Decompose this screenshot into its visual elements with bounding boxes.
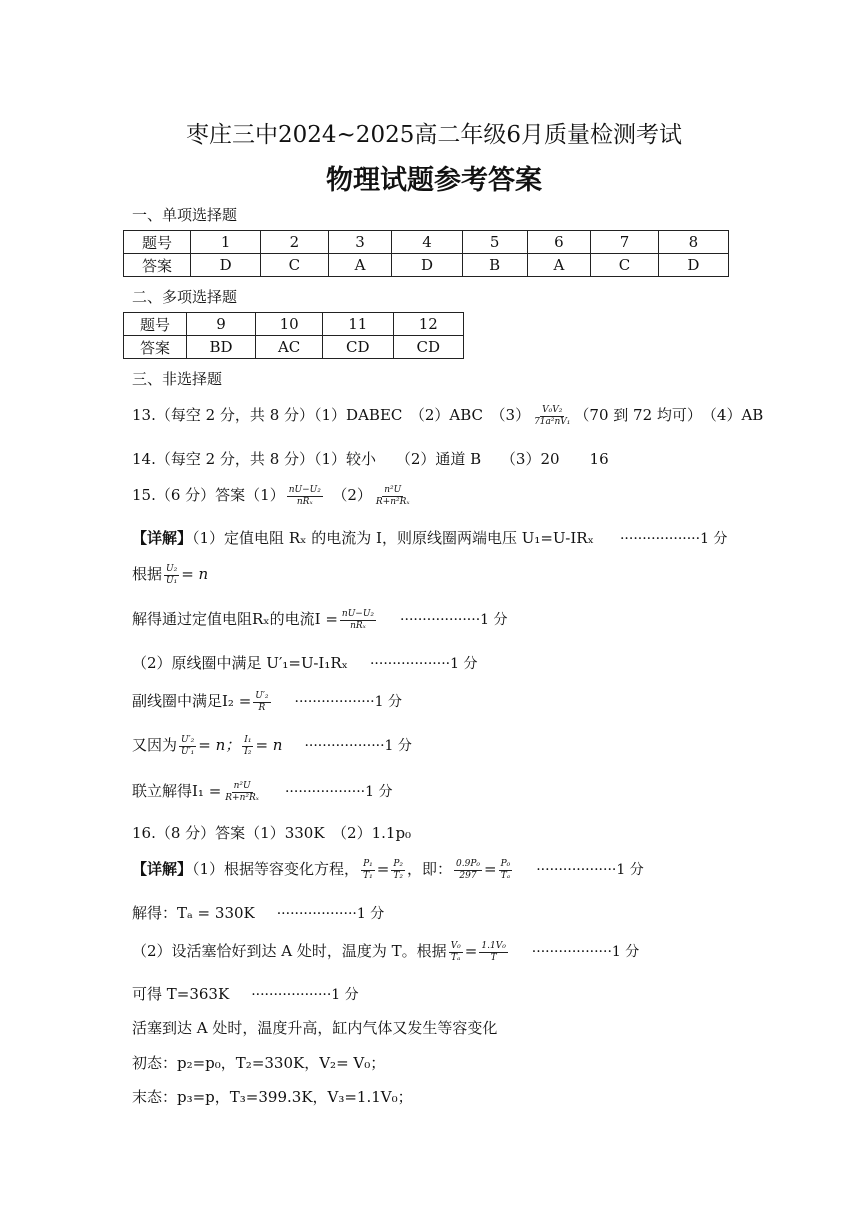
table-cell: 5	[462, 231, 527, 254]
point-mark: ··················1 分	[284, 784, 393, 800]
frac-numerator: nU−U₂	[341, 608, 375, 619]
frac-numerator: I₁	[244, 734, 252, 745]
step-text: 又因为	[132, 736, 178, 754]
frac-numerator: P₂	[393, 858, 403, 869]
q15-step6	[132, 734, 412, 758]
table-cell: 10	[256, 313, 323, 336]
table-cell: A	[328, 254, 392, 277]
table-cell: 6	[527, 231, 591, 254]
point-mark: ··················1 分	[276, 906, 385, 922]
step-text: ，即：	[406, 860, 452, 878]
table-cell: 4	[392, 231, 462, 254]
table-cell: 1	[191, 231, 261, 254]
frac-numerator: U′₂	[255, 690, 269, 701]
frac-numerator: V₀	[450, 940, 461, 951]
frac-numerator: 0.9P₀	[456, 858, 480, 869]
q15-mid: （2）	[324, 486, 372, 504]
table-cell: CD	[323, 336, 393, 359]
frac-denominator: nRₓ	[350, 620, 366, 631]
step-fraction	[242, 735, 253, 758]
step-text: 解得：Tₐ = 330K	[132, 904, 255, 922]
table-cell: 题号	[124, 231, 191, 254]
step-text: = n	[255, 736, 283, 754]
frac-denominator: I₂	[244, 746, 252, 757]
frac-numerator: nU−U₂	[288, 484, 321, 495]
exam-title: 枣庄三中2024~2025高二年级6月质量检测考试	[186, 122, 682, 148]
q16-line-a: 活塞到达 A 处时，温度升高，缸内气体又发生等容变化	[132, 1019, 498, 1037]
point-mark: ··················1 分	[251, 987, 359, 1003]
step-fraction	[223, 781, 261, 804]
q16-solve2	[132, 983, 359, 1004]
step-fraction	[391, 859, 405, 882]
step-fraction	[449, 941, 463, 964]
q15-answer1	[287, 485, 323, 508]
q15-step3	[132, 608, 508, 632]
frac-numerator: U₂	[166, 563, 178, 574]
point-mark: ··················1 分	[531, 944, 640, 960]
table-cell: C	[591, 254, 658, 277]
table-cell: 9	[187, 313, 256, 336]
table-row	[124, 313, 464, 336]
table-cell: 12	[393, 313, 463, 336]
table-cell: C	[261, 254, 328, 277]
q13-suffix: （70 到 72 均可） （4）AB	[574, 406, 764, 424]
q16-detail	[132, 858, 644, 882]
table-cell: 8	[658, 231, 728, 254]
section2-heading: 二、多项选择题	[132, 288, 238, 306]
frac-denominator: Tₐ	[451, 952, 461, 963]
step-text: （2）设活塞恰好到达 A 处时，温度为 T。根据	[132, 942, 447, 960]
q13-line	[132, 404, 763, 428]
table-cell: CD	[393, 336, 463, 359]
table-cell: B	[462, 254, 527, 277]
point-mark: ··················1 分	[304, 738, 412, 754]
q16-head: 16.（8 分）答案（1）330K （2）1.1p₀	[132, 824, 412, 842]
frac-denominator: U₁	[166, 575, 178, 586]
q16-solve1	[132, 902, 384, 923]
point-mark: ··················1 分	[619, 531, 728, 547]
single-choice-table	[123, 230, 729, 277]
q13-fraction	[532, 405, 572, 428]
frac-numerator: P₁	[363, 858, 373, 869]
q15-line	[132, 484, 414, 508]
frac-denominator: T₁	[363, 870, 373, 881]
q15-step2	[132, 563, 208, 587]
table-cell: A	[527, 254, 591, 277]
table-cell: 2	[261, 231, 328, 254]
step-text: 联立解得I₁ =	[132, 782, 222, 800]
q15-step7	[132, 780, 392, 804]
frac-denominator: R	[258, 702, 266, 713]
q15-prefix: 15.（6 分）答案（1）	[132, 486, 285, 504]
frac-denominator: T₂	[393, 870, 403, 881]
step-fraction	[499, 859, 513, 882]
frac-numerator: n²U	[384, 484, 402, 495]
table-cell: 11	[323, 313, 393, 336]
table-cell: D	[658, 254, 728, 277]
detail-label: 【详解】	[132, 529, 193, 547]
step-text: 根据	[132, 565, 163, 583]
step-text: 解得通过定值电阻Rₓ的电流I =	[132, 610, 338, 628]
frac-denominator: 297	[459, 870, 477, 881]
table-cell: D	[392, 254, 462, 277]
step-text: =	[376, 860, 390, 878]
detail-text: （1）定值电阻 Rₓ 的电流为 I，则原线圈两端电压 U₁=U-IRₓ	[192, 529, 594, 547]
frac-numerator: V₀V₂	[542, 404, 563, 415]
exam-subtitle: 物理试题参考答案	[326, 165, 542, 196]
step-fraction	[361, 859, 375, 882]
q16-line-c: 末态：p₃=p，T₃=399.3K，V₃=1.1V₀；	[132, 1088, 413, 1106]
step-text: =	[483, 860, 497, 878]
table-cell: AC	[256, 336, 323, 359]
section1-heading: 一、单项选择题	[132, 206, 238, 224]
q16-part2	[132, 940, 639, 964]
step-fraction	[454, 859, 482, 882]
table-cell: 答案	[124, 254, 191, 277]
frac-denominator: nRₓ	[296, 496, 313, 507]
point-mark: ··················1 分	[400, 612, 508, 628]
frac-denominator: R+n²Rₓ	[375, 496, 410, 507]
table-cell: 答案	[124, 336, 187, 359]
q13-prefix: 13.（每空 2 分，共 8 分）（1）DABEC （2）ABC （3）	[132, 406, 531, 424]
table-cell: 7	[591, 231, 658, 254]
step-text: 副线圈中满足I₂ =	[132, 692, 252, 710]
step-fraction	[340, 609, 376, 632]
multi-choice-table	[123, 312, 464, 359]
q14-line: 14.（每空 2 分，共 8 分）（1）较小 （2）通道 B （3）20 16	[132, 450, 609, 468]
point-mark: ··················1 分	[294, 694, 402, 710]
frac-numerator: P₀	[500, 858, 511, 869]
step-text: =	[464, 942, 478, 960]
frac-denominator: T	[490, 952, 497, 963]
q15-step4	[132, 652, 477, 673]
step-text: = n	[181, 565, 209, 583]
frac-numerator: n²U	[233, 780, 251, 791]
step-fraction	[479, 941, 507, 964]
table-row	[124, 231, 729, 254]
step-fraction	[179, 735, 196, 758]
section3-heading: 三、非选择题	[132, 370, 223, 388]
table-cell: D	[191, 254, 261, 277]
q15-step5	[132, 690, 402, 714]
table-row	[124, 254, 729, 277]
q15-detail1	[132, 527, 727, 548]
table-cell: 3	[328, 231, 392, 254]
point-mark: ··················1 分	[536, 862, 644, 878]
step-text: 可得 T=363K	[132, 985, 230, 1003]
frac-denominator: R+n²Rₓ	[225, 792, 259, 803]
point-mark: ··················1 分	[369, 656, 478, 672]
step-text: = n；	[198, 736, 241, 754]
detail-text: （1）根据等容变化方程，	[192, 860, 360, 878]
q16-line-b: 初态：p₂=p₀，T₂=330K，V₂= V₀；	[132, 1054, 386, 1072]
frac-numerator: U′₂	[181, 734, 195, 745]
step-fraction	[164, 564, 179, 587]
table-cell: 题号	[124, 313, 187, 336]
table-cell: BD	[187, 336, 256, 359]
frac-denominator: 71a²nV₁	[534, 416, 571, 427]
frac-numerator: 1.1V₀	[481, 940, 506, 951]
detail-label: 【详解】	[132, 860, 193, 878]
step-text: （2）原线圈中满足 U′₁=U-I₁Rₓ	[132, 654, 348, 672]
table-row	[124, 336, 464, 359]
frac-denominator: Tₐ	[500, 870, 511, 881]
step-fraction	[253, 691, 270, 714]
frac-denominator: U′₁	[181, 746, 195, 757]
q15-answer2	[374, 485, 412, 508]
